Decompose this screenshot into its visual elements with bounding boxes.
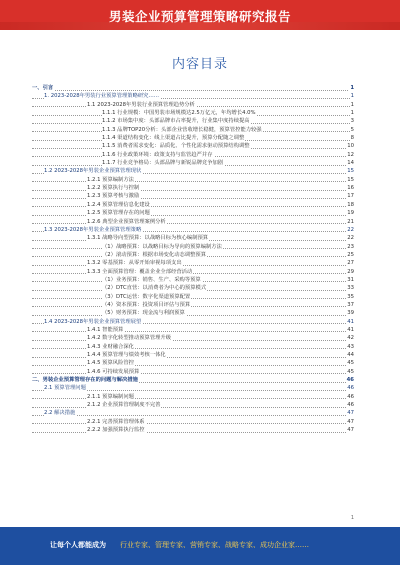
toc-entry-label: 1.3.1 战略导向型预算：以战略目标为核心编制预算 [87,235,209,242]
toc-entry-label: 1.4.3 业财融合深化 [87,343,134,350]
report-title: 男装企业预算管理策略研究报告 [108,9,291,24]
toc-entry[interactable] [32,101,354,109]
toc-entry[interactable] [32,368,354,376]
toc-entry-page: 25 [347,251,354,258]
toc-entry[interactable] [32,259,354,267]
toc-entry-page: 8 [350,135,354,142]
toc-entry-page: 44 [347,352,354,358]
toc-entry-label: 1.4.4 预算管理与绩效考核一体化 [87,352,166,358]
toc-entry[interactable] [32,376,354,384]
toc-entry-page: 46 [346,377,354,384]
toc-entry-label: （2）DTC直营：以消费者为中心的预算模式 [102,285,207,292]
toc-entry-page: 43 [347,343,354,350]
toc-entry-page: 23 [347,243,354,250]
toc-entry[interactable] [32,268,354,276]
toc-entry-page: 1 [350,101,354,108]
toc-entry-label: 2.1.1 预算编制问题 [87,393,134,400]
toc-entry-page: 14 [347,160,354,167]
toc-entry[interactable] [32,201,354,209]
toc-entry[interactable] [32,142,354,150]
toc-leader-dots [32,298,354,299]
toc-leader-dots [32,357,354,358]
toc-entry-page: 22 [347,226,354,233]
toc-entry[interactable] [32,318,354,326]
toc-entry-label: （1）战略预算：以战略目标为导向的预算编制方法 [102,243,222,250]
toc-entry[interactable] [32,109,354,117]
toc-leader-dots [32,331,354,332]
toc-entry-label: 一、引言 [32,85,54,91]
toc-entry[interactable] [32,218,354,226]
toc-entry-label: 1.3 2023-2028年男装企业预算管理策略 [44,226,142,233]
toc-entry-label: （2）滚动预算：根据市场变化动态调整预算 [102,251,207,258]
toc-entry[interactable] [32,334,354,342]
toc-entry-page: 21 [347,218,354,225]
toc-entry-page: 33 [347,285,354,292]
toc-entry-page: 39 [347,310,354,317]
toc-entry-label: 1.1.1 行业规模：中国男装市场规模达2.5万亿元，年均增长4.0% [102,110,256,117]
toc-leader-dots [32,365,354,366]
toc-entry-label: 1.4.2 数字化转型推动预算管理升级 [87,335,172,342]
toc-entry-label: 1.1.3 品牌TOP20分析：头部企业营收增长稳健，预算管控能力较强 [102,126,262,133]
toc-entry[interactable] [32,276,354,284]
toc-entry[interactable] [32,418,354,426]
toc-entry[interactable] [32,384,354,392]
toc-entry[interactable] [32,301,354,309]
toc-entry-page: 45 [347,360,354,367]
toc-heading: 内容目录 [171,57,228,72]
toc-entry-label: 1.4.5 预算风险管控 [87,360,134,367]
toc-entry-page: 3 [350,118,354,125]
toc-entry-page: 41 [347,326,354,333]
toc-entry[interactable] [32,84,354,92]
toc-entry[interactable] [32,134,354,142]
toc-entry-page: 47 [347,410,354,417]
toc-entry-page: 10 [347,143,354,150]
toc-entry[interactable] [32,159,354,167]
toc-entry-page: 18 [347,201,354,208]
toc-entry[interactable] [32,426,354,434]
toc-entry-page: 1 [350,85,354,91]
toc-leader-dots [32,90,354,91]
toc-entry[interactable] [32,393,354,401]
toc-entry-label: 2.2 解决措施 [44,410,76,417]
toc-leader-dots [32,223,354,224]
toc-entry-page: 46 [347,393,354,400]
toc-entry-page: 5 [350,126,354,133]
toc-entry[interactable] [32,293,354,301]
toc-leader-dots [32,181,354,182]
toc-entry-label: 2.2.1 完善预算管理体系 [87,418,145,425]
toc-entry-label: 1.4 2023-2028年男装企业预算管理展望 [44,318,142,325]
toc-entry-label: （5）财务预算：现金流与利润预算 [102,310,185,317]
toc-entry-page: 1 [350,110,354,117]
toc-entry-page: 15 [347,176,354,183]
toc-entry-page: 29 [347,268,354,275]
toc-leader-dots [32,206,354,207]
toc-entry[interactable] [32,284,354,292]
toc-entry-label: 1.2.5 预算管理存在的问题 [87,210,150,217]
toc-entry-page: 47 [347,427,354,434]
toc-leader-dots [32,265,354,266]
toc-entry[interactable] [32,117,354,125]
toc-entry-label: 1.1.6 行业政策环境：政策支持与监管趋严并存 [102,151,213,158]
toc-entry-label: 2.1 预算管理问题 [44,385,86,392]
toc-entry-label: 1.1.4 渠道结构变化：线上渠道占比提升，预算分配随之调整 [102,135,245,142]
toc-entry-label: 1.4.6 可持续发展预算 [87,368,140,375]
toc-entry[interactable] [32,309,354,317]
toc-entry-label: 2.1.2 企业预算管理制度不完善 [87,402,161,409]
toc-leader-dots [32,415,354,416]
footer-tags: 行业专家、管理专家、营销专家、战略专家、成功企业家…… [120,541,309,549]
toc-leader-dots [32,306,354,307]
toc-entry-label: （4）资本预算：投资项目评估与预算 [102,301,191,308]
toc-leader-dots [32,215,354,216]
toc-leader-dots [32,190,354,191]
toc-entry[interactable] [32,176,354,184]
footer-banner [0,527,400,565]
toc-leader-dots [32,423,354,424]
toc-entry-label: 1.3.2 零基预算：从零开始审视每项支出 [87,260,182,267]
toc-entry-page: 46 [347,402,354,409]
toc-entry-label: 1.2.3 预算考核与激励 [87,193,140,200]
toc-entry-label: 1.1.5 消费者需求变化：品质化、个性化需求驱动预算结构调整 [102,143,250,150]
page-number: 1 [350,515,354,521]
toc-entry-label: 2.2.2 加强预算执行监控 [87,427,145,434]
toc-leader-dots [32,348,354,349]
toc-entry-page: 45 [347,368,354,375]
toc-entry[interactable] [32,351,354,359]
toc-entry[interactable] [32,243,354,251]
toc-entry-label: 1.2 2023-2028年男装企业预算管理现状 [44,168,142,175]
toc-entry[interactable] [32,184,354,192]
toc-entry[interactable] [32,409,354,417]
toc-leader-dots [32,373,354,374]
toc-entry[interactable] [32,209,354,217]
toc-entry-page: 35 [347,293,354,300]
toc-entry[interactable] [32,359,354,367]
toc-entry-label: 1. 2023-2028年男装行业预算管理策略研究…… [44,93,160,100]
toc-entry-page: 22 [347,235,354,242]
toc-entry-label: 二、男装企业预算管理存在的问题与解决措施 [32,377,138,384]
toc-entry-page: 41 [347,318,354,325]
toc-leader-dots [32,432,354,433]
toc-leader-dots [32,315,354,316]
toc-entry-page: 46 [347,385,354,392]
toc-leader-dots [32,407,354,408]
toc-leader-dots [32,340,354,341]
toc-entry[interactable] [32,167,354,175]
toc-entry[interactable] [32,234,354,242]
toc-entry-page: 47 [347,418,354,425]
toc-entry-page: 31 [347,276,354,283]
toc-entry[interactable] [32,226,354,234]
toc-entry[interactable] [32,126,354,134]
toc-entry-label: 1.4.1 智能预算 [87,326,124,333]
toc-entry-label: 1.1.2 市场集中度：头部品牌市占率提升，行业集中度持续提高 [102,118,250,125]
toc-entry[interactable] [32,343,354,351]
toc-entry-page: 12 [347,151,354,158]
toc-entry-label: （3）DTC运营：数字化渠道预算配置 [102,293,191,300]
toc-entry[interactable] [32,92,354,100]
toc-leader-dots [32,198,354,199]
toc-entry-label: （1）业务预算：销售、生产、采购等预算 [102,276,201,283]
toc-entry-label: 1.3.3 全面预算管理：覆盖企业全部经营活动 [87,268,193,275]
toc-entry[interactable] [32,401,354,409]
toc-entry-label: 1.2.2 预算执行与控制 [87,185,140,192]
toc-entry-page: 19 [347,210,354,217]
toc-entry-page: 1 [350,93,354,100]
toc-entry[interactable] [32,251,354,259]
table-of-contents [32,84,354,434]
toc-entry-page: 15 [347,168,354,175]
toc-entry-page: 27 [347,260,354,267]
toc-entry-label: 1.2.4 预算管理信息化建设 [87,201,150,208]
toc-entry-page: 17 [347,193,354,200]
toc-entry-page: 37 [347,301,354,308]
toc-entry-label: 1.2.6 典型企业预算管理案例分析 [87,218,166,225]
toc-entry-label: 1.1 2023-2028年男装行业预算管理趋势分析 [87,101,195,108]
toc-entry-label: 1.1.7 行业竞争格局：头部品牌与新锐品牌竞争加剧 [102,160,224,167]
footer-slogan: 让每个人都能成为 [50,541,106,549]
toc-entry-page: 42 [347,335,354,342]
toc-leader-dots [32,398,354,399]
toc-entry-page: 16 [347,185,354,192]
report-header [0,0,400,30]
toc-entry[interactable] [32,151,354,159]
toc-entry[interactable] [32,192,354,200]
toc-entry[interactable] [32,326,354,334]
toc-entry-label: 1.2.1 预算编制方法 [87,176,134,183]
